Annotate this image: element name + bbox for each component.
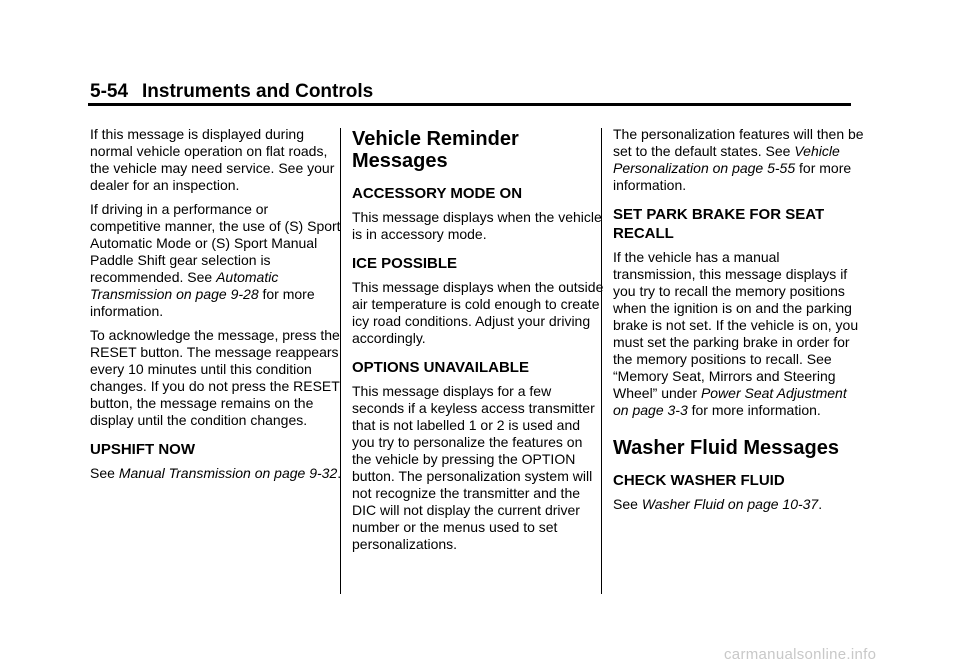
heading-set-park-brake: SET PARK BRAKE FOR SEAT RECALL xyxy=(613,206,825,242)
heading-accessory-mode-on: ACCESSORY MODE ON xyxy=(352,185,523,202)
page-header xyxy=(90,80,373,104)
section-vehicle-reminder-messages: Vehicle Reminder Messages xyxy=(352,128,519,172)
paragraph-set-park-brake: If the vehicle has a manual transmission, this message displays if you try to recall the memory positions when the ignition is on and the parking brake is not set. If the vehicle is on, you must set the parking brake in order for the memory positions to recall. See “Memory Seat, Mirrors and Steering Wheel” under Power Seat Adjustment on page 3-3 for more information. xyxy=(613,249,859,418)
paragraph-upshift-see: See Manual Transmission on page 9-32. xyxy=(90,465,342,481)
paragraph-ice-possible: This message displays when the outside air temperature is cold enough to create icy road conditions. Adjust your driving accordingly. xyxy=(352,279,604,346)
section-washer-fluid-messages: Washer Fluid Messages xyxy=(613,437,839,459)
paragraph-check-washer-fluid: See Washer Fluid on page 10-37. xyxy=(613,496,823,512)
link-power-seat-adjustment[interactable]: Power Seat Adjustment on page 3-3 xyxy=(613,385,847,418)
link-vehicle-personalization[interactable]: Vehicle Personalization on page 5-55 xyxy=(613,143,840,176)
link-automatic-transmission[interactable]: Automatic Transmission on page 9-28 xyxy=(90,269,279,302)
column-2 xyxy=(352,126,604,560)
link-washer-fluid[interactable]: Washer Fluid on page 10-37 xyxy=(641,496,819,512)
paragraph-road-service: If this message is displayed during normal vehicle operation on flat roads, the vehicle may need service. See your dealer for an inspection. xyxy=(90,126,335,193)
section-title: Instruments and Controls xyxy=(142,81,374,102)
column-3 xyxy=(613,126,865,520)
paragraph-performance-driving: If driving in a performance or competitive manner, the use of (S) Sport Automatic Mode or (S) Sport Manual Paddle Shift gear selection is recommended. See Automatic Transmission on page 9-28 for more information. xyxy=(90,201,341,319)
header-rule xyxy=(88,103,851,106)
heading-check-washer-fluid: CHECK WASHER FLUID xyxy=(613,472,785,489)
paragraph-options-unavailable: This message displays for a few seconds if a keyless access transmitter that is not labelled 1 or 2 is used and you try to personalize the features on the vehicle by pressing the OPTION button. The personalization system will not recognize the transmitter and the DIC will not display the current driver number or the menus used to set personalizations. xyxy=(352,383,595,552)
paragraph-personalization-default: The personalization features will then be set to the default states. See Vehicle Personalization on page 5-55 for more information. xyxy=(613,126,864,193)
paragraph-acknowledge-message: To acknowledge the message, press the RESET button. The message reappears every 10 minutes until this condition changes. If you do not press the RESET button, the message remains on the display until the condition changes. xyxy=(90,327,340,428)
link-manual-transmission[interactable]: Manual Transmission on page 9-32 xyxy=(118,465,338,481)
column-1 xyxy=(90,126,342,489)
paragraph-accessory-mode: This message displays when the vehicle is in accessory mode. xyxy=(352,209,602,242)
heading-ice-possible: ICE POSSIBLE xyxy=(352,255,458,272)
page-number: 5-54 xyxy=(90,81,129,102)
watermark: carmanualsonline.info xyxy=(724,646,877,663)
heading-upshift-now: UPSHIFT NOW xyxy=(90,441,195,458)
heading-options-unavailable: OPTIONS UNAVAILABLE xyxy=(352,359,529,376)
